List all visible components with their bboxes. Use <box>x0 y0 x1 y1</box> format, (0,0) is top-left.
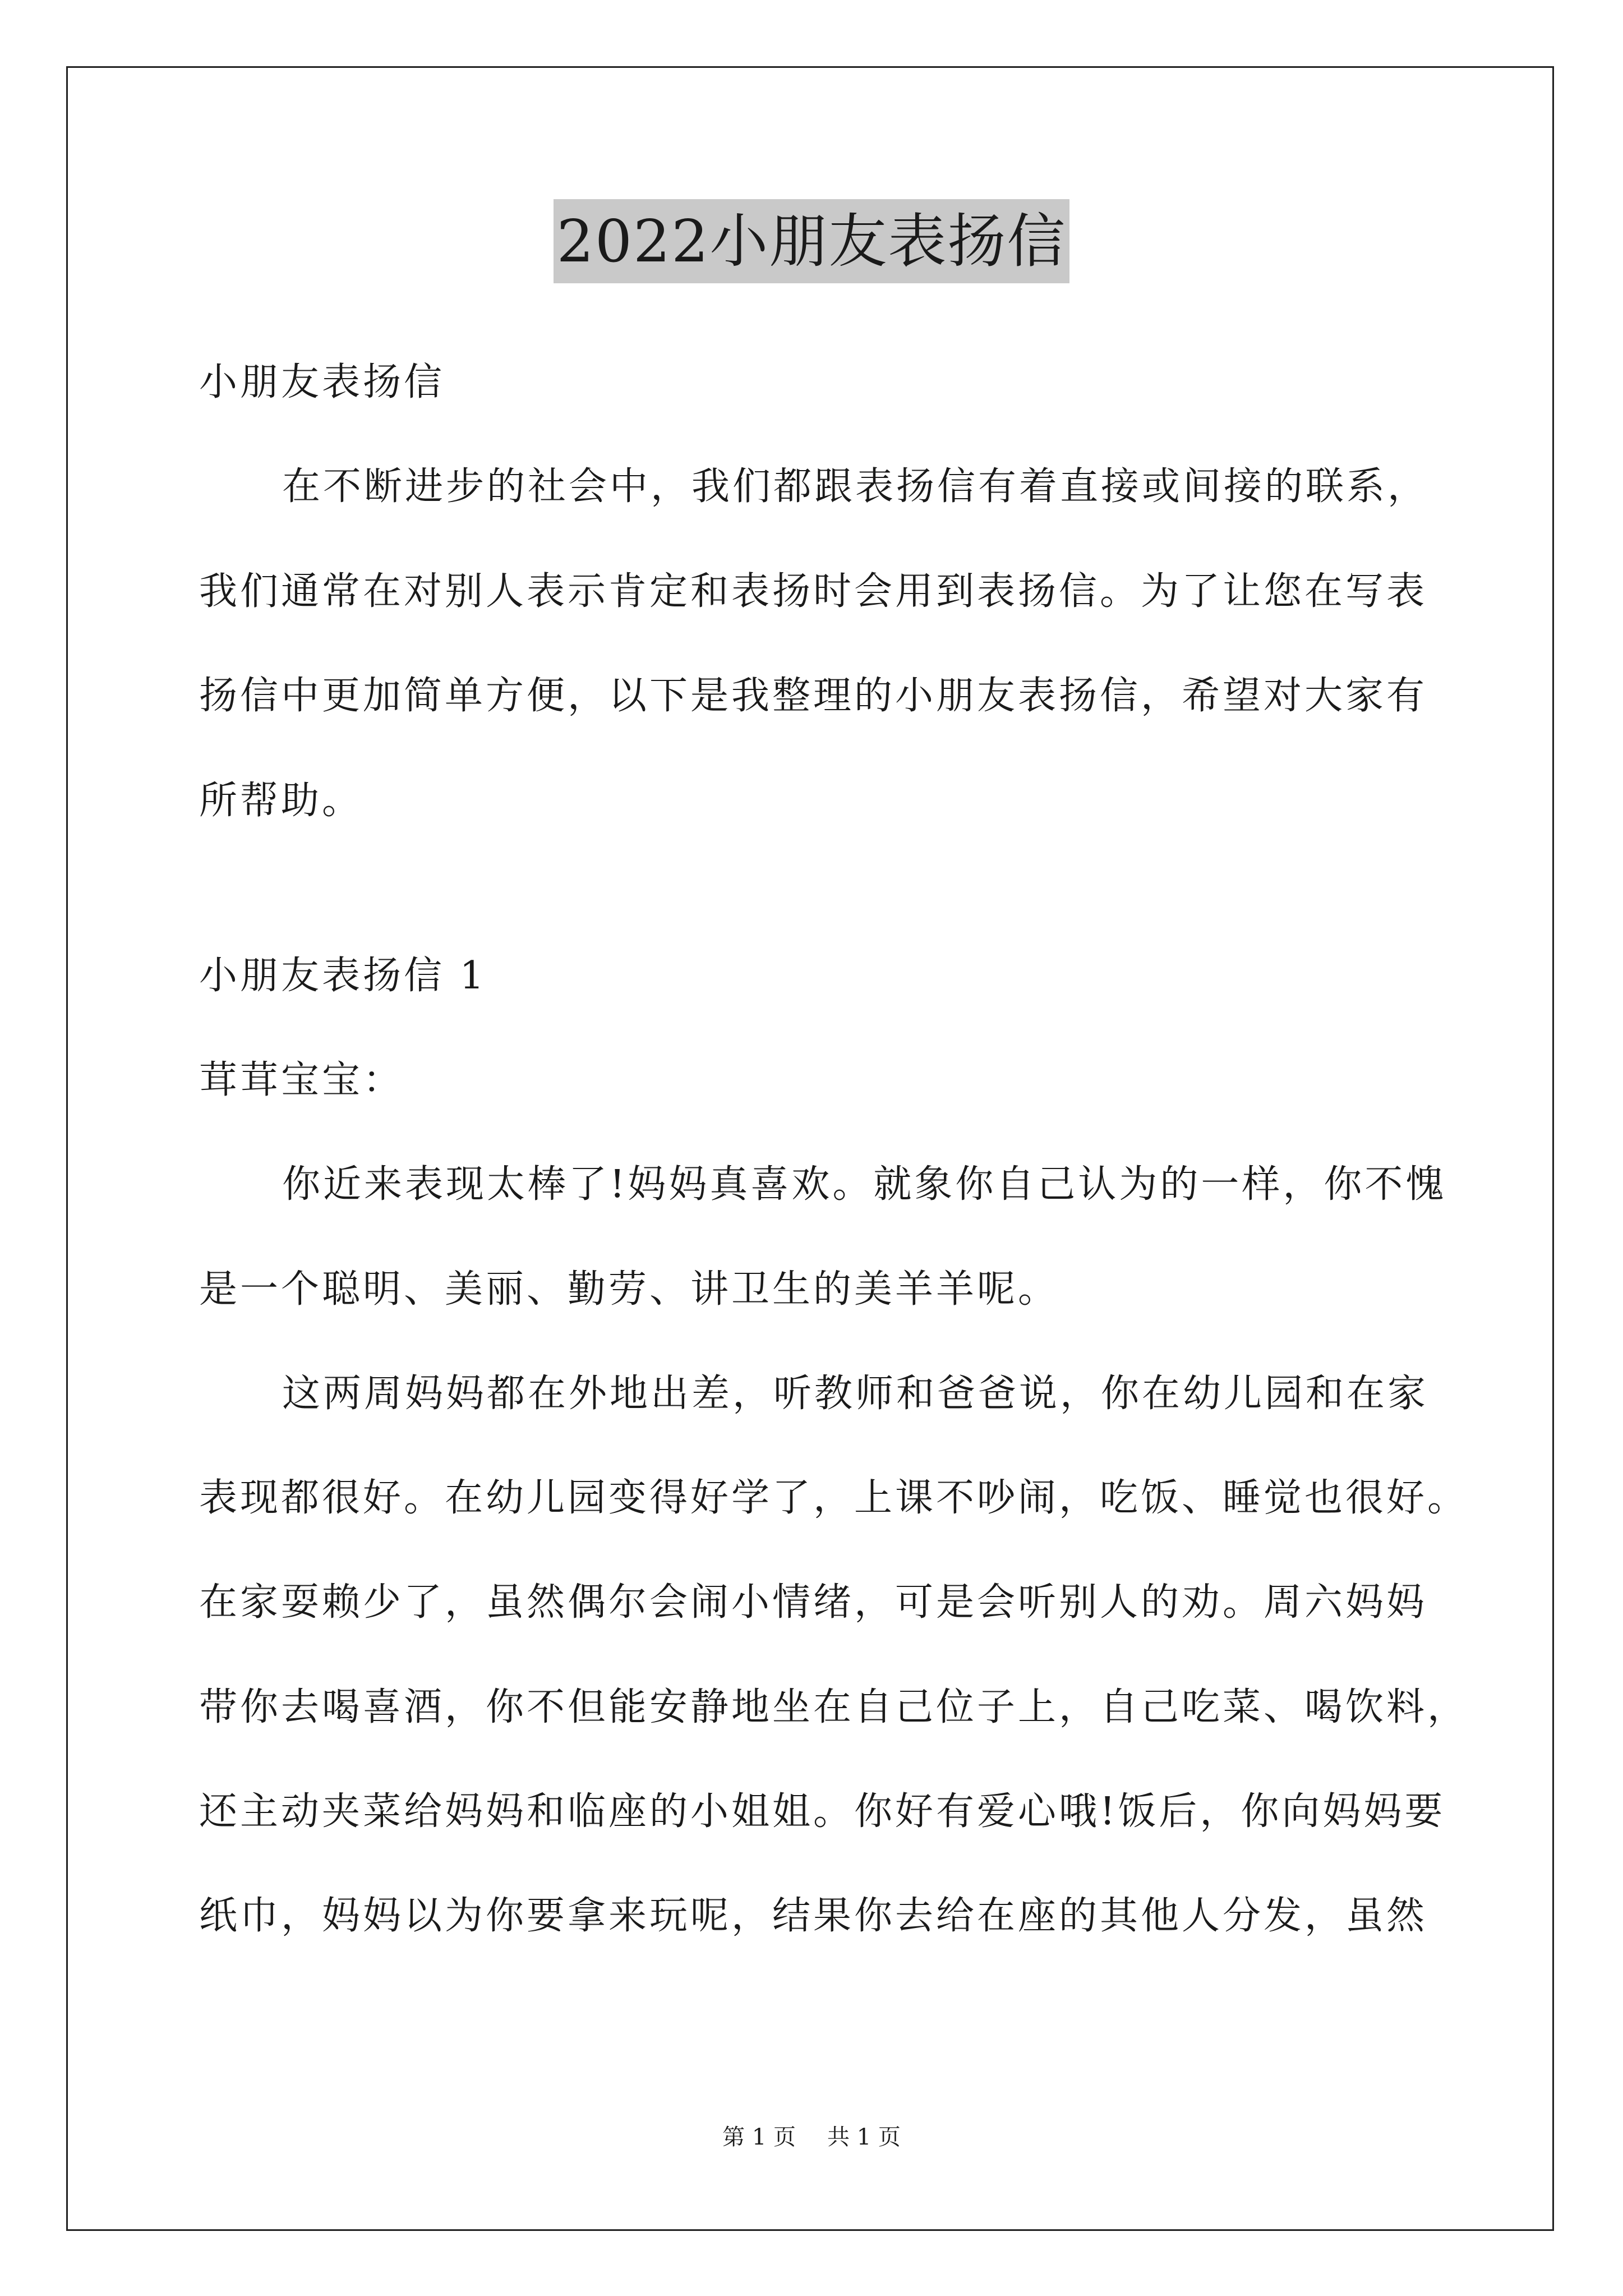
intro-line-4: 所帮助。 <box>199 779 363 823</box>
intro-line-2: 我们通常在对别人表示肯定和表扬时会用到表扬信。为了让您在写表 <box>199 569 1428 614</box>
paragraph2-line-2: 表现都很好。在幼儿园变得好学了，上课不吵闹，吃饭、睡觉也很好。 <box>199 1476 1469 1520</box>
section-heading: 小朋友表扬信 1 <box>199 954 487 998</box>
paragraph1-line-2: 是一个聪明、美丽、勤劳、讲卫生的美羊羊呢。 <box>199 1267 1059 1312</box>
page-total: 共 1 页 <box>827 2124 901 2150</box>
paragraph2-line-1: 这两周妈妈都在外地出差，听教师和爸爸说，你在幼儿园和在家 <box>282 1372 1429 1416</box>
paragraph2-line-5: 还主动夹菜给妈妈和临座的小姐姐。你好有爱心哦!饭后，你向妈妈要 <box>199 1789 1446 1834</box>
paragraph1-line-1: 你近来表现太棒了!妈妈真喜欢。就象你自己认为的一样，你不愧 <box>282 1162 1447 1207</box>
subtitle: 小朋友表扬信 <box>199 360 445 404</box>
intro-line-1: 在不断进步的社会中，我们都跟表扬信有着直接或间接的联系， <box>282 464 1429 509</box>
paragraph2-line-6: 纸巾，妈妈以为你要拿来玩呢，结果你去给在座的其他人分发，虽然 <box>199 1894 1428 1938</box>
paragraph2-line-3: 在家耍赖少了，虽然偶尔会闹小情绪，可是会听别人的劝。周六妈妈 <box>199 1580 1428 1625</box>
intro-line-3: 扬信中更加简单方便，以下是我整理的小朋友表扬信，希望对大家有 <box>199 674 1428 718</box>
paragraph2-line-4: 带你去喝喜酒，你不但能安静地坐在自己位子上，自己吃菜、喝饮料， <box>199 1685 1469 1729</box>
page-number: 第 1 页 <box>722 2124 796 2150</box>
title-container <box>0 199 1623 283</box>
document-title: 2022小朋友表扬信 <box>554 199 1070 283</box>
page-footer <box>0 2120 1623 2154</box>
salutation: 茸茸宝宝： <box>199 1058 404 1102</box>
